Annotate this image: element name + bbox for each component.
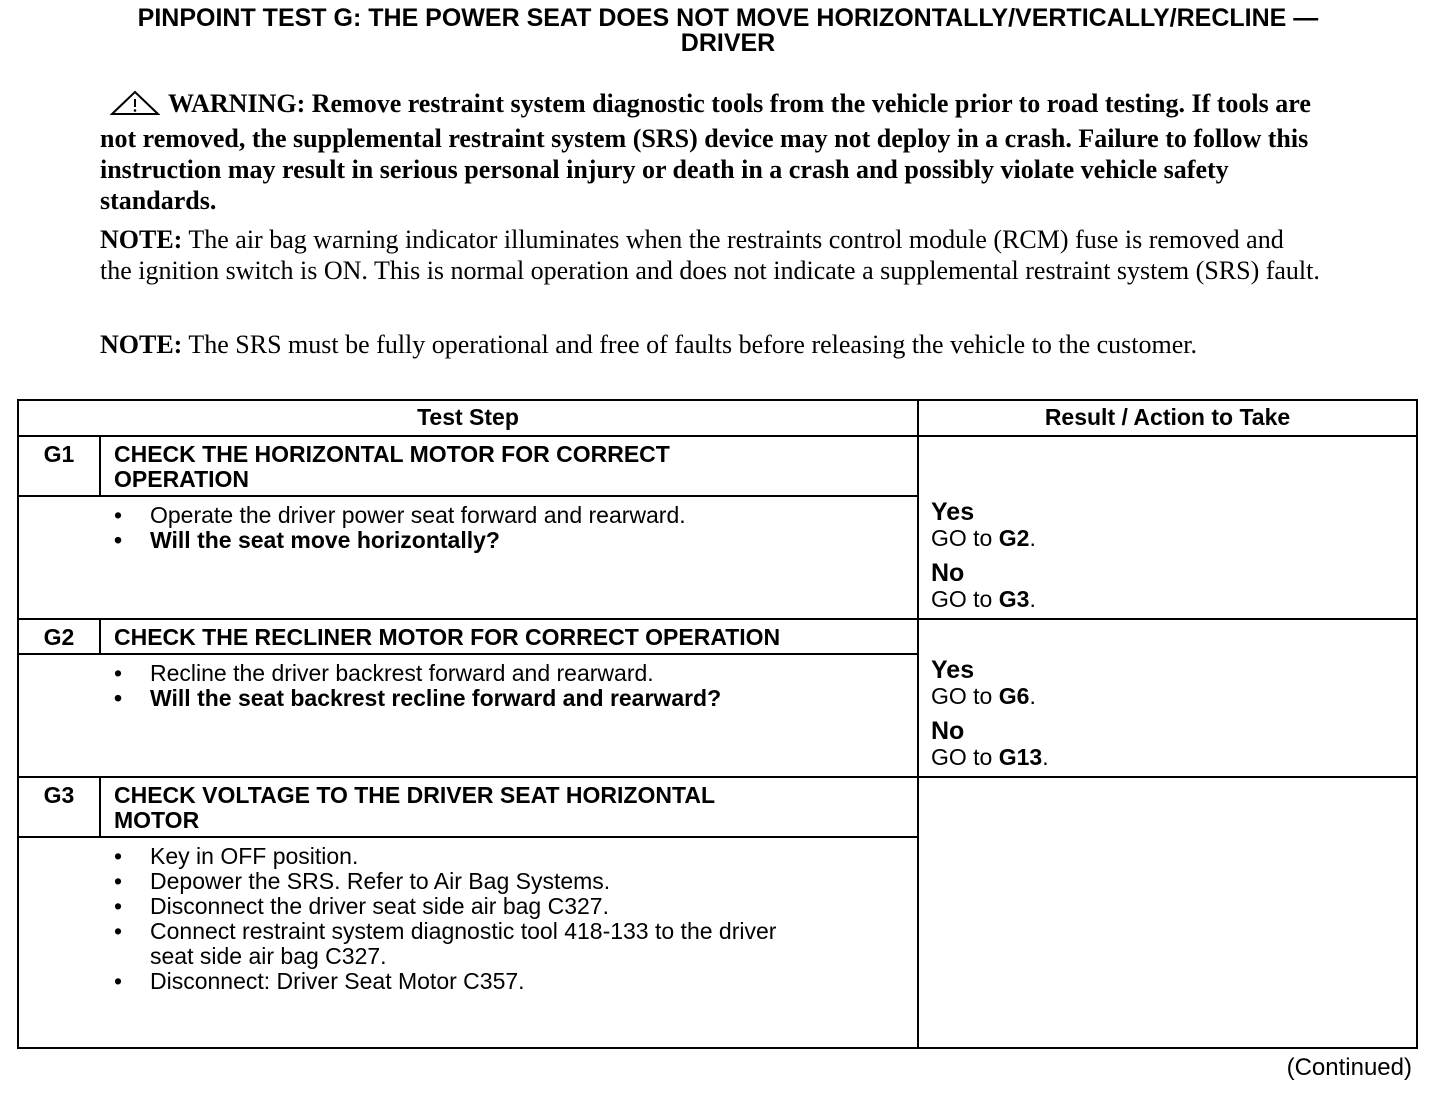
goto-link[interactable]: G6 bbox=[998, 683, 1030, 709]
step-bullet-continuation: seat side air bag C327. bbox=[150, 943, 387, 969]
result-no: No GO to G13. bbox=[931, 717, 1049, 770]
step-bullet: • Disconnect: Driver Seat Motor C357. bbox=[114, 968, 525, 994]
step-bullet: • Disconnect the driver seat side air bag C327. bbox=[114, 893, 609, 919]
goto-link[interactable]: G3 bbox=[998, 586, 1030, 612]
header-result-action: Result / Action to Take bbox=[1044, 404, 1291, 430]
title-line-1: PINPOINT TEST G: THE POWER SEAT DOES NOT MOVE HORIZONTALLY/VERTICALLY/RECLINE — bbox=[137, 4, 1319, 32]
note-label: NOTE: bbox=[100, 330, 183, 359]
step-bullet: • Key in OFF position. bbox=[114, 843, 359, 869]
step-title: CHECK VOLTAGE TO THE DRIVER SEAT HORIZONTAL MOTOR bbox=[114, 782, 715, 833]
step-bullet: • Depower the SRS. Refer to Air Bag Systems. bbox=[114, 868, 611, 894]
step-id-divider bbox=[99, 618, 101, 655]
result-yes: Yes GO to G2. bbox=[931, 498, 1036, 551]
step-id: G1 bbox=[43, 441, 75, 467]
warning-block bbox=[100, 88, 1320, 216]
note-rcm-fuse bbox=[100, 225, 1320, 286]
step-bullet: • Connect restraint system diagnostic tool 418-133 to the driver bbox=[114, 918, 777, 944]
step-bullet: • Operate the driver power seat forward and rearward. bbox=[114, 502, 686, 528]
step-id-divider bbox=[99, 435, 101, 497]
header-test-step: Test Step bbox=[417, 404, 519, 430]
step-title-divider bbox=[19, 653, 917, 655]
step-id: G3 bbox=[43, 782, 75, 808]
step-id-divider bbox=[99, 776, 101, 838]
row-divider bbox=[19, 618, 1416, 620]
step-bullet: • Recline the driver backrest forward and rearward. bbox=[114, 660, 654, 686]
step-question: • Will the seat backrest recline forward and rearward? bbox=[114, 685, 722, 711]
step-title-divider bbox=[19, 836, 917, 838]
note-text: The air bag warning indicator illuminates when the restraints control module (RCM) fuse is removed and the ignition switch is ON. This is normal operation and does not indicate a supplemental restraint system (SRS) fault. bbox=[100, 225, 1320, 285]
header-divider bbox=[19, 435, 1416, 437]
step-title: CHECK THE HORIZONTAL MOTOR FOR CORRECT OPERATION bbox=[114, 441, 670, 492]
title-line-2: DRIVER bbox=[680, 29, 776, 57]
column-divider bbox=[917, 401, 919, 1047]
page-title bbox=[0, 6, 1456, 56]
goto-link[interactable]: G2 bbox=[998, 525, 1030, 551]
step-id: G2 bbox=[43, 624, 75, 650]
note-label: NOTE: bbox=[100, 225, 183, 254]
continued-label: (Continued) bbox=[1286, 1054, 1412, 1081]
note-srs-operational bbox=[100, 330, 1320, 361]
warning-text: WARNING: Remove restraint system diagnostic tools from the vehicle prior to road testing. If tools are not removed, the supplemental restraint system (SRS) device may not deploy in a crash. Failure to follow this instruction may result in serious personal injury or death in a crash and possibly violate vehicle safety standards. bbox=[100, 89, 1311, 215]
pinpoint-test-table bbox=[17, 399, 1418, 1049]
note-text: The SRS must be fully operational and free of faults before releasing the vehicle to the customer. bbox=[188, 330, 1198, 359]
row-divider bbox=[19, 776, 1416, 778]
step-title: CHECK THE RECLINER MOTOR FOR CORRECT OPERATION bbox=[114, 624, 781, 650]
warning-triangle-icon bbox=[110, 90, 160, 123]
goto-link[interactable]: G13 bbox=[998, 744, 1043, 770]
step-question: • Will the seat move horizontally? bbox=[114, 527, 500, 553]
step-title-divider bbox=[19, 495, 917, 497]
result-yes: Yes GO to G6. bbox=[931, 656, 1036, 709]
result-no: No GO to G3. bbox=[931, 559, 1036, 612]
